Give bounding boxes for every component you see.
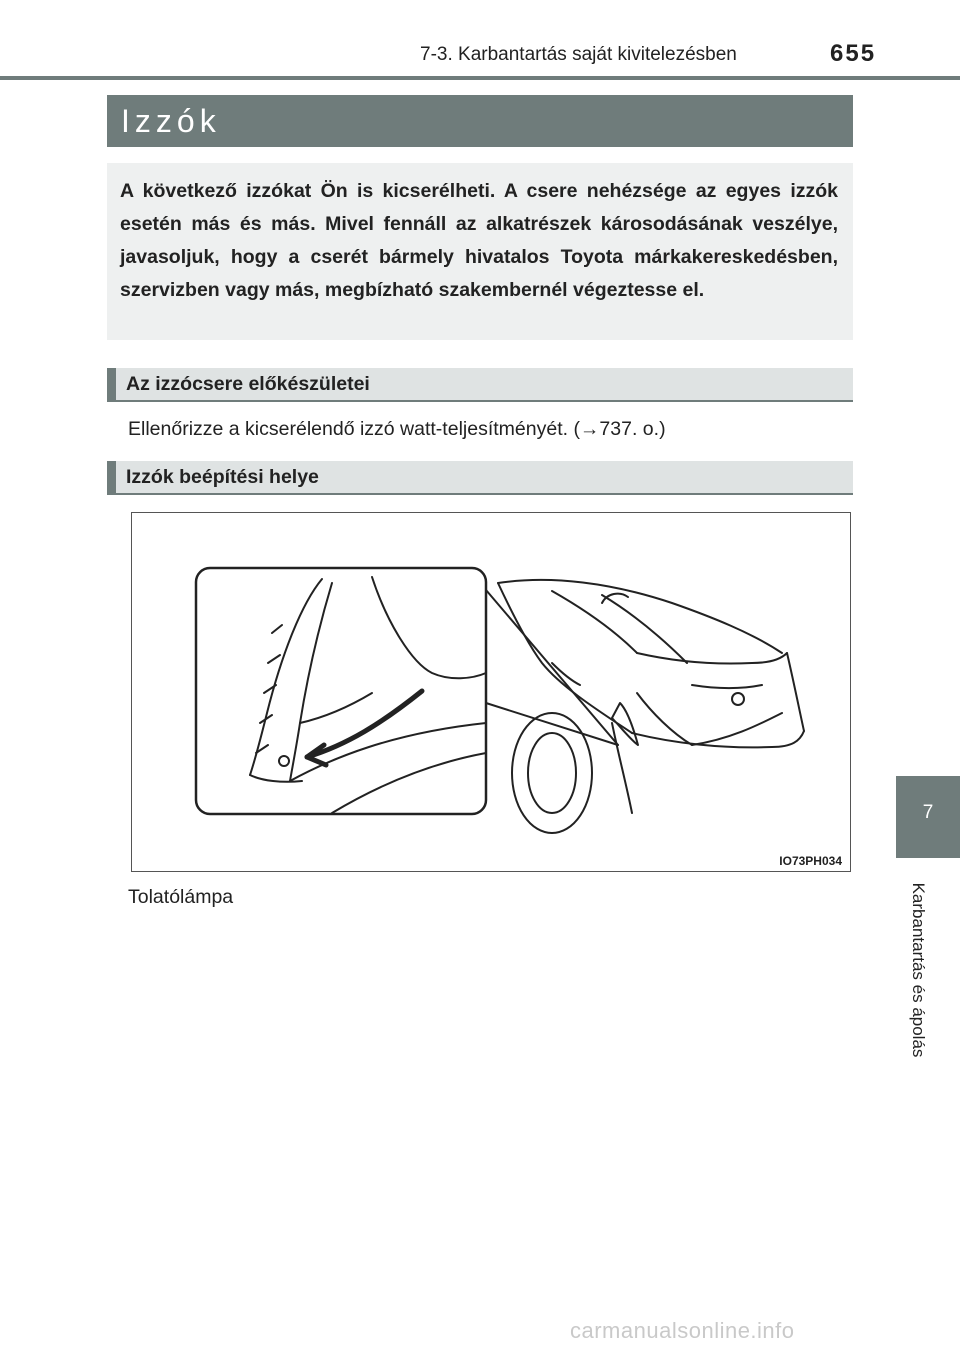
subheading-location-text: Izzók beépítési helye	[126, 466, 319, 488]
chapter-side-label: Karbantartás és ápolás	[909, 882, 928, 1058]
intro-box	[107, 163, 853, 340]
subheading-preparation	[107, 368, 853, 402]
chapter-number: 7	[922, 802, 934, 823]
car-illustration	[131, 512, 851, 872]
intro-text: A következő izzókat Ön is kicserélheti. A csere nehézsége az egyes izzók esetén más és más. Mivel fennáll az alkatrészek károsodásának veszélye, javasoljuk, hogy a cserét bármely hivatalos Toyota márkakereskedésben, szervizben vagy más, megbízható szakembernél végeztesse el.	[120, 180, 838, 301]
figure-caption: Tolatólámpa	[128, 886, 234, 908]
figure-code: IO73PH034	[779, 854, 842, 868]
header-rule	[0, 76, 960, 80]
preparation-text: Ellenőrizze a kicserélendő izzó watt-teljesítményét. (→737. o.)	[128, 418, 666, 440]
car-rear-drawing	[132, 513, 850, 871]
page-number: 655	[830, 40, 877, 67]
subheading-location	[107, 461, 853, 495]
header-section-title: 7-3. Karbantartás saját kivitelezésben	[420, 44, 737, 65]
page-title-bar	[107, 95, 853, 147]
chapter-tab	[896, 776, 960, 858]
watermark: carmanualsonline.info	[570, 1318, 795, 1343]
subheading-preparation-text: Az izzócsere előkészületei	[126, 373, 370, 395]
page-title: Izzók	[121, 103, 221, 139]
